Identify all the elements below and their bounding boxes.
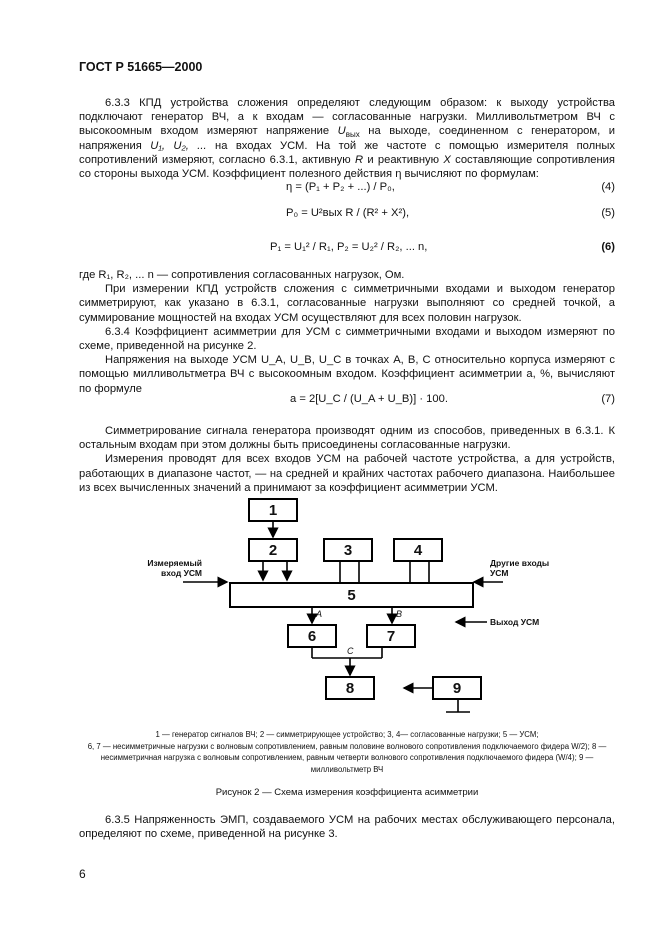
block-9-millivoltmeter: 9 (432, 676, 482, 700)
legend-line-1: 1 — генератор сигналов ВЧ; 2 — симметрирующее устройство; 3, 4— согласованные нагрузки; 5 — УСМ; (155, 730, 539, 739)
block-6-load: 6 (287, 624, 337, 648)
figure-legend (79, 729, 615, 775)
point-c-label: C (347, 646, 354, 656)
formula-4: η = (P₁ + P₂ + ...) / P₀, (286, 181, 395, 193)
figure-caption: Рисунок 2 — Схема измерения коэффициента асимметрии (215, 787, 479, 798)
equation-number-4: (4) (601, 181, 615, 193)
paragraph-generator-symmetry: Симметрирование сигнала генератора производят одним из способов, приведенных в 6.3.1. К остальным входам при этом должны быть присоединены согласованные нагрузки. (79, 425, 615, 452)
block-8-load: 8 (325, 676, 375, 700)
p633-part-c: на входах УСМ. На той же частоте с помощью измерителя полных сопротивлений измеряют, согласно 6.3.1, активную (79, 139, 615, 166)
r-symbol: R (354, 153, 364, 166)
formula-6: P₁ = U₁² / R₁, P₂ = U₂² / R₂, ... n, (270, 241, 428, 253)
u-list: U₁, U₂, ... (150, 139, 207, 152)
paragraph-symmetric: При измерении КПД устройств сложения с симметричными входами и выходом генератор симметрируют, как указано в 6.3.1, согласованные нагрузки выполняют со средней точкой, а суммирование мощностей на входах УСМ осуществляют для всех половин нагрузок. (79, 283, 615, 324)
document-code: ГОСТ Р 51665—2000 (79, 60, 203, 74)
equation-number-5: (5) (601, 207, 615, 219)
label-measured-input: Измеряемый вход УСМ (147, 558, 202, 578)
point-a-label: A (316, 609, 323, 619)
p633-part-d: и реактивную (363, 153, 444, 166)
p633-part-b: на выходе, соединенном с генератором, и напряжения (79, 125, 615, 152)
label-other-inputs: Другие входы УСМ (490, 558, 550, 578)
u-out-symbol: U (337, 125, 346, 138)
block-3-load: 3 (323, 538, 373, 562)
block-2-symmetrizer: 2 (248, 538, 298, 562)
point-b-label: B (396, 609, 403, 619)
block-4-load: 4 (393, 538, 443, 562)
paragraph-6-3-5 (79, 813, 615, 841)
u-out-sub: вых (345, 130, 360, 140)
formula-5: P₀ = U²вых R / (R² + X²), (286, 207, 410, 219)
equation-number-6: (6) (601, 241, 615, 253)
paragraph-6-3-4: 6.3.4 Коэффициент асимметрии для УСМ с симметричными входами и выходом измеряют по схеме, приведенной на рисунке 2. (79, 325, 615, 353)
block-5-usm: 5 (229, 582, 474, 608)
equation-number-7: (7) (601, 393, 615, 405)
block-1-generator: 1 (248, 498, 298, 522)
paragraph-where: где R₁, R₂, ... n — сопротивления согласованных нагрузок, Ом. (79, 269, 405, 281)
paragraph-voltages: Напряжения на выходе УСМ U_A, U_B, U_C в точках A, B, C относительно корпуса измеряют с помощью милливольтметра ВЧ с высокоомным входом. Коэффициент асимметрии a, %, вычисляют по формуле (79, 354, 615, 395)
page-number: 6 (79, 867, 86, 881)
paragraph-6-3-5-text: 6.3.5 Напряженность ЭМП, создаваемого УСМ на рабочих местах обслуживающего персонала, определяют по схеме, приведенной на рисунке 3. (79, 814, 615, 841)
block-7-load: 7 (366, 624, 416, 648)
x-symbol: X (443, 153, 451, 166)
paragraph-measurements: Измерения проводят для всех входов УСМ на рабочей частоте устройства, а для устройств, работающих в диапазоне частот, — на средней и крайних частотах рабочего диапазона. Наибольшее из всех вычисленных значений a принимают за коэффициент асимметрии УСМ. (79, 453, 615, 494)
p633-part-a: 6.3.3 КПД устройства сложения определяют следующим образом: к выходу устройства подключают генератор ВЧ, а к входам — согласованные нагрузки. Милливольтметром ВЧ с высокоомным входом измеряют напряжение (79, 97, 615, 138)
formula-7: a = 2[U_C / (U_A + U_B)] · 100. (290, 393, 448, 405)
legend-line-2: 6, 7 — несимметричные нагрузки с волновым сопротивлением, равным половине волнового сопротивления подключаемого фидера W/2); 8 — несимметричная нагрузка с волновым сопротивлением, равным четверти волнового сопротивления подключаемого фидера (W/4); 9 — милливольтметр ВЧ (87, 741, 607, 774)
p633-part-e: составляющие сопротивления со стороны выхода УСМ. Коэффициент полезного действия η вычисляют по формулам: (79, 153, 615, 181)
label-output: Выход УСМ (490, 617, 540, 627)
